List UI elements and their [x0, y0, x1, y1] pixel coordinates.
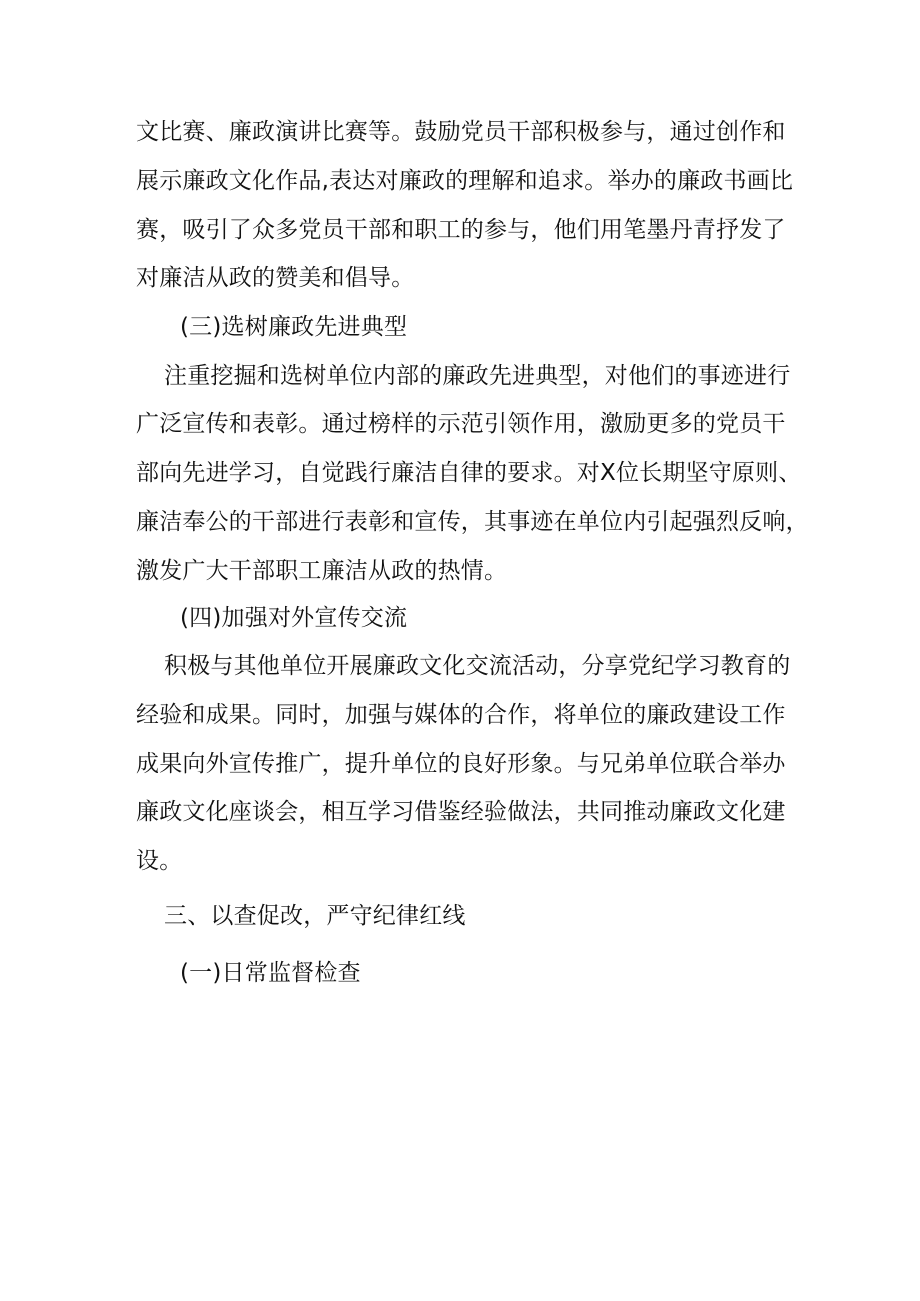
section-heading-3: (三)选树廉政先进典型 [180, 314, 408, 340]
body-text-line: 广泛宣传和表彰。通过榜样的示范引领作用，激励更多的党员干 [136, 411, 786, 437]
section-heading-1: (一)日常监督检查 [180, 960, 361, 986]
body-text-line: 廉政文化座谈会，相互学习借鉴经验做法，共同推动廉政文化建 [136, 799, 786, 825]
body-text-line: 激发广大干部职工廉洁从政的热情。 [136, 558, 508, 584]
body-text-line: 积极与其他单位开展廉政文化交流活动，分享党纪学习教育的 [164, 653, 791, 679]
section-heading-4: (四)加强对外宣传交流 [180, 605, 408, 631]
body-text-line: 成果向外宣传推广，提升单位的良好形象。与兄弟单位联合举办 [136, 751, 786, 777]
body-text-line: 经验和成果。同时，加强与媒体的合作，将单位的廉政建设工作 [136, 702, 786, 728]
body-text-line: 部向先进学习，自觉践行廉洁自律的要求。对X位长期坚守原则、 [136, 460, 802, 486]
body-text-line: 廉洁奉公的干部进行表彰和宣传，其事迹在单位内引起强烈反响， [136, 509, 809, 535]
body-text-line: 对廉洁从政的赞美和倡导。 [136, 265, 415, 291]
body-text-line: 设。 [136, 848, 183, 874]
chapter-heading-3: 三、以查促改，严守纪律红线 [164, 903, 466, 929]
body-text-line: 赛，吸引了众多党员干部和职工的参与，他们用笔墨丹青抒发了 [136, 217, 786, 243]
body-text-line: 注重挖掘和选树单位内部的廉政先进典型，对他们的事迹进行 [164, 363, 791, 389]
body-text-line: 展示廉政文化作品,表达对廉政的理解和追求。举办的廉政书画比 [136, 168, 794, 194]
body-text-line: 文比赛、廉政演讲比赛等。鼓励党员干部积极参与，通过创作和 [136, 119, 786, 145]
